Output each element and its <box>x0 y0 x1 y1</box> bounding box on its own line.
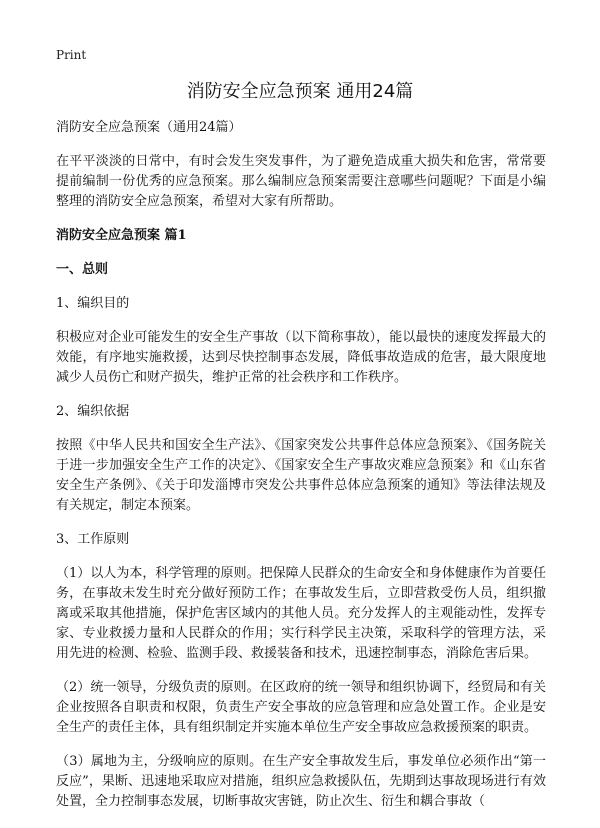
principle-paragraph-3: （3）属地为主，分级响应的原则。在生产安全事故发生后，事发单位必须作出“第一反应”，果断、迅速地采取应对措施，组织应急救援队伍，先期到达事故现场进行有效处置，全力控制事态发展，切断事故灾害链，防止次生、衍生和耦合事故（ <box>56 754 546 809</box>
intro-paragraph: 在平平淡淡的日常中，有时会发生突发事件，为了避免造成重大损失和危害，常常要提前编制一份优秀的应急预案。那么编制应急预案需要注意哪些问题呢？下面是小编整理的消防安全应急预案，希望对大家有所帮助。 <box>56 154 546 209</box>
purpose-paragraph: 积极应对企业可能发生的安全生产事故（以下简称事故），能以最快的速度发挥最大的效能，有序地实施救援，达到尽快控制事态发展，降低事故造成的危害，最大限度地减少人员伤亡和财产损失，维护正常的社会秩序和工作秩序。 <box>56 330 546 385</box>
subsection-title-basis: 2、编织依据 <box>56 404 130 419</box>
basis-paragraph: 按照《中华人民共和国安全生产法》、《国家突发公共事件总体应急预案》、《国务院关于进一步加强安全生产工作的决定》、《国家安全生产事故灾难应急预案》和《山东省安全生产条例》、《关于印发淄博市突发公共事件总体应急预案的通知》等法律法规及有关规定，制定本预案。 <box>56 438 546 513</box>
subsection-title-principles: 3、工作原则 <box>56 532 130 547</box>
chapter-title: 一、总则 <box>56 262 109 277</box>
principle-paragraph-1: （1）以人为本，科学管理的原则。把保障人民群众的生命安全和身体健康作为首要任务，在事故未发生时充分做好预防工作；在事故发生后，立即营救受伤人员，组织撤离或采取其他措施，保护危害区域内的其他人员。充分发挥人的主观能动性，发挥专家、专业救援力量和人民群众的作用；实行科学民主决策，采取科学的管理方法，采用先进的检测、检验、监测手段、救援装备和技术，迅速控制事态，消除危害后果。 <box>56 566 546 661</box>
document-title: 消防安全应急预案 通用24篇 <box>186 81 414 102</box>
print-label: Print <box>56 48 87 62</box>
document-body <box>56 118 546 812</box>
document-subtitle: 消防安全应急预案（通用24篇） <box>56 120 242 135</box>
section-title: 消防安全应急预案 篇1 <box>56 228 187 243</box>
subsection-title-purpose: 1、编织目的 <box>56 296 130 311</box>
principle-paragraph-2: （2）统一领导，分级负责的原则。在区政府的统一领导和组织协调下，经贸局和有关企业按照各自职责和权限，负责生产安全事故的应急管理和应急处置工作。企业是安全生产的责任主体，具有组织制定并实施本单位生产安全事故应急救援预案的职责。 <box>56 680 546 735</box>
